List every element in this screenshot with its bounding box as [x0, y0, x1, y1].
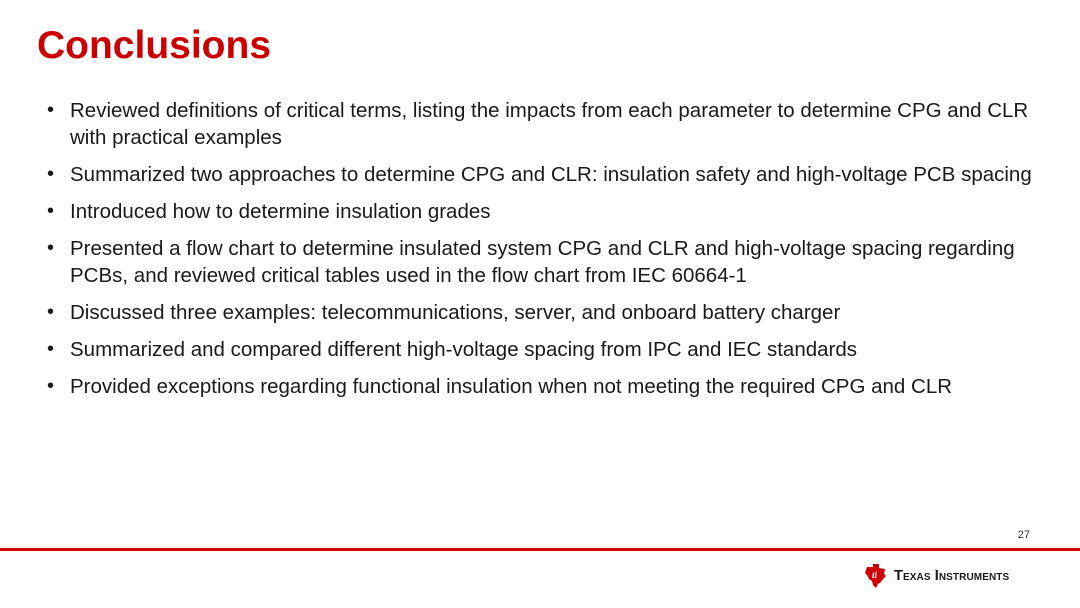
- list-item: [45, 235, 1045, 289]
- svg-text:ti: ti: [872, 570, 878, 580]
- list-item: [45, 299, 1045, 326]
- list-item: [45, 373, 1045, 400]
- bullet-text: Summarized two approaches to determine CPG and CLR: insulation safety and high-voltage PCB spacing: [70, 163, 1032, 186]
- bullet-icon: •: [47, 200, 55, 222]
- bullet-text: Discussed three examples: telecommunications, server, and onboard battery charger: [70, 301, 841, 324]
- page-number: 27: [1017, 529, 1030, 541]
- bullet-icon: •: [47, 237, 55, 259]
- bullet-text: Introduced how to determine insulation grades: [70, 200, 491, 223]
- logo-text: Texas Instruments: [894, 568, 1010, 584]
- conclusions-list: [45, 97, 1045, 410]
- bullet-icon: •: [47, 301, 55, 323]
- footer-divider: [0, 548, 1080, 551]
- bullet-icon: •: [47, 99, 55, 121]
- company-logo: [864, 563, 1009, 589]
- list-item: [45, 198, 1045, 225]
- slide-title: Conclusions: [37, 24, 272, 67]
- list-item: [45, 336, 1045, 363]
- list-item: [45, 161, 1045, 188]
- bullet-icon: •: [47, 163, 55, 185]
- bullet-text: Provided exceptions regarding functional insulation when not meeting the required CPG and CLR: [70, 375, 953, 398]
- texas-instruments-logo-icon: [864, 563, 888, 589]
- bullet-text: Presented a flow chart to determine insulated system CPG and CLR and high-voltage spacing regarding PCBs, and reviewed critical tables used in the flow chart from IEC 60664-1: [70, 237, 1015, 287]
- bullet-text: Summarized and compared different high-voltage spacing from IPC and IEC standards: [70, 338, 858, 361]
- bullet-icon: •: [47, 375, 55, 397]
- bullet-text: Reviewed definitions of critical terms, listing the impacts from each parameter to determine CPG and CLR with practical examples: [70, 99, 1029, 149]
- bullet-icon: •: [47, 338, 55, 360]
- list-item: [45, 97, 1045, 151]
